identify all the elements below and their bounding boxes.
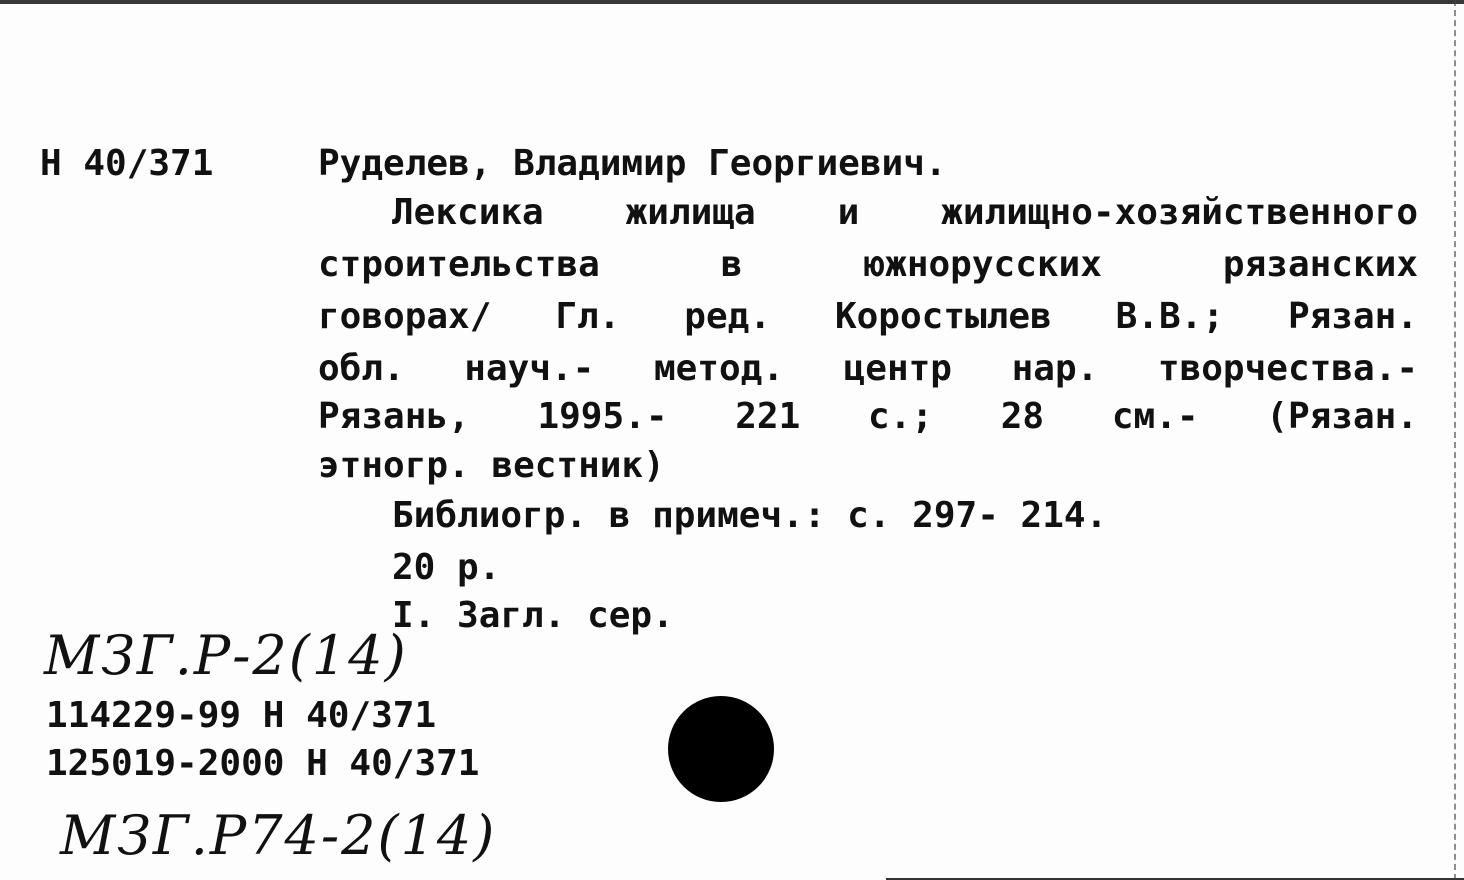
bibliography-note: Библиогр. в примеч.: с. 297- 214. (392, 495, 1108, 536)
card-punch-hole (668, 696, 774, 802)
card-top-edge (0, 0, 1464, 4)
inventory-number-2: 125019-2000 Н 40/371 (46, 743, 480, 784)
call-number: Н 40/371 (40, 143, 214, 184)
price: 20 р. (392, 547, 501, 588)
author-heading: Руделев, Владимир Георгиевич. (318, 143, 947, 184)
handwritten-classification-1: МЗГ.Р-2(14) (44, 624, 408, 687)
title-line-2: строительства в южнорусских рязанских (318, 244, 1418, 285)
title-line-5: Рязань, 1995.- 221 с.; 28 см.- (Рязан. (318, 396, 1418, 437)
card-right-edge (1454, 0, 1464, 880)
title-line-6: этногр. вестник) (318, 445, 665, 486)
title-line-1: Лексика жилища и жилищно-хозяйственного (392, 192, 1418, 233)
handwritten-classification-2: МЗГ.Р74-2(14) (60, 804, 497, 867)
title-line-4: обл. науч.- метод. центр нар. творчества.- (318, 348, 1418, 389)
series-tracing: I. Загл. сер. (392, 595, 674, 636)
title-line-3: говорах/ Гл. ред. Коростылев В.В.; Рязан. (318, 296, 1418, 337)
inventory-number-1: 114229-99 Н 40/371 (46, 695, 437, 736)
